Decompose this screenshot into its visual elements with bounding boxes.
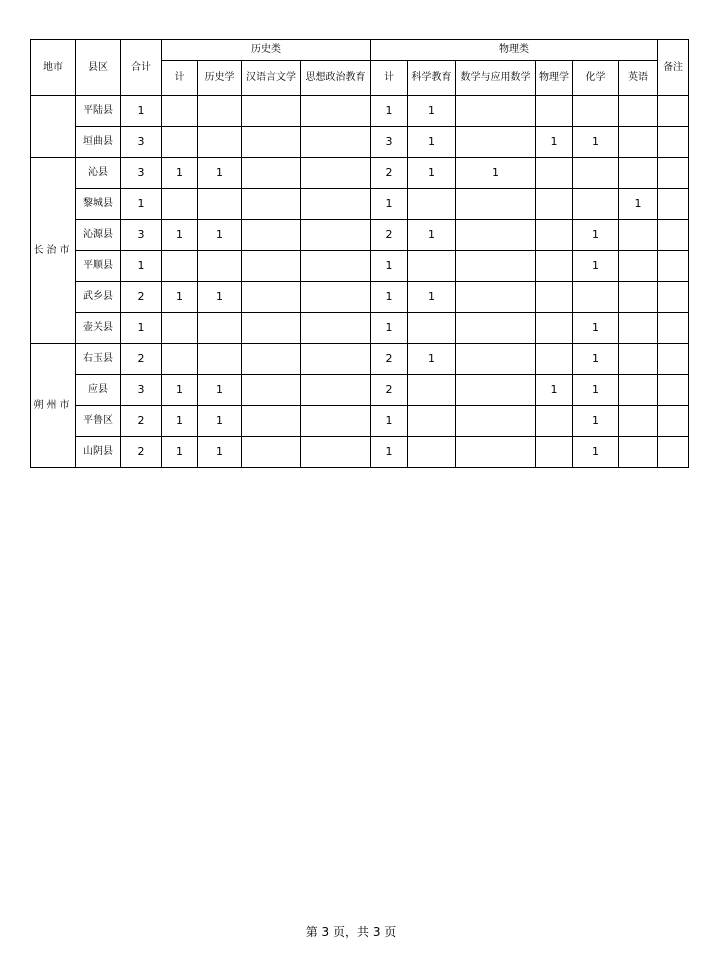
total-cell: 1 (121, 313, 162, 344)
physics-value-cell (536, 313, 573, 344)
physics-value-cell (573, 282, 619, 313)
physics-value-cell (619, 158, 658, 189)
header-row-1 (31, 40, 689, 61)
city-cell (31, 96, 76, 158)
history-value-cell: 1 (198, 406, 242, 437)
history-value-cell (301, 437, 371, 468)
physics-value-cell (573, 96, 619, 127)
table-row (31, 96, 689, 127)
remarks-cell (658, 313, 689, 344)
physics-value-cell: 1 (408, 220, 456, 251)
history-value-cell (162, 313, 198, 344)
physics-value-cell: 3 (371, 127, 408, 158)
remarks-cell (658, 189, 689, 220)
remarks-cell (658, 375, 689, 406)
history-value-cell (242, 282, 301, 313)
physics-value-cell: 1 (408, 96, 456, 127)
physics-value-cell: 1 (619, 189, 658, 220)
history-value-cell (162, 96, 198, 127)
physics-value-cell: 1 (408, 127, 456, 158)
header-politics-major: 思想政治教育 (301, 61, 371, 96)
history-value-cell (242, 251, 301, 282)
history-value-cell: 1 (198, 375, 242, 406)
physics-value-cell (408, 251, 456, 282)
header-english-major: 英语 (619, 61, 658, 96)
history-value-cell: 1 (162, 282, 198, 313)
physics-value-cell (536, 251, 573, 282)
header-chemistry-major: 化学 (573, 61, 619, 96)
remarks-cell (658, 96, 689, 127)
physics-value-cell: 1 (573, 313, 619, 344)
history-value-cell (301, 282, 371, 313)
history-value-cell (301, 127, 371, 158)
total-cell: 1 (121, 96, 162, 127)
physics-value-cell (456, 375, 536, 406)
physics-value-cell: 2 (371, 158, 408, 189)
physics-value-cell (536, 189, 573, 220)
history-value-cell (301, 158, 371, 189)
physics-value-cell: 1 (371, 437, 408, 468)
remarks-cell (658, 437, 689, 468)
physics-value-cell (408, 437, 456, 468)
physics-value-cell (456, 220, 536, 251)
history-value-cell (242, 344, 301, 375)
total-cell: 3 (121, 375, 162, 406)
physics-value-cell (536, 282, 573, 313)
history-value-cell (242, 158, 301, 189)
history-value-cell: 1 (162, 220, 198, 251)
total-cell: 2 (121, 282, 162, 313)
quota-table (30, 39, 689, 468)
history-value-cell (301, 251, 371, 282)
physics-value-cell: 1 (456, 158, 536, 189)
physics-value-cell (619, 344, 658, 375)
physics-value-cell (619, 220, 658, 251)
county-cell: 黎城县 (76, 189, 121, 220)
history-value-cell: 1 (162, 406, 198, 437)
table-row (31, 344, 689, 375)
physics-value-cell (536, 406, 573, 437)
remarks-cell (658, 127, 689, 158)
history-value-cell (162, 344, 198, 375)
header-chinese-major: 汉语言文学 (242, 61, 301, 96)
history-value-cell (301, 313, 371, 344)
header-physics-group: 物理类 (371, 40, 658, 61)
remarks-cell (658, 220, 689, 251)
history-value-cell: 1 (198, 220, 242, 251)
physics-value-cell (573, 189, 619, 220)
quota-table-container (30, 39, 688, 468)
physics-value-cell (619, 96, 658, 127)
county-cell: 应县 (76, 375, 121, 406)
history-value-cell: 1 (162, 437, 198, 468)
header-remarks: 备注 (658, 40, 689, 96)
history-value-cell (242, 127, 301, 158)
table-row (31, 158, 689, 189)
physics-value-cell: 1 (408, 344, 456, 375)
history-value-cell (162, 127, 198, 158)
table-row (31, 189, 689, 220)
total-cell: 1 (121, 189, 162, 220)
physics-value-cell: 2 (371, 220, 408, 251)
table-row (31, 127, 689, 158)
history-value-cell (301, 375, 371, 406)
history-value-cell: 1 (162, 158, 198, 189)
physics-value-cell (619, 313, 658, 344)
physics-value-cell (456, 437, 536, 468)
county-cell: 右玉县 (76, 344, 121, 375)
physics-value-cell: 1 (573, 251, 619, 282)
physics-value-cell (536, 344, 573, 375)
county-cell: 平顺县 (76, 251, 121, 282)
header-science-major: 科学教育 (408, 61, 456, 96)
city-cell: 长治市 (31, 158, 76, 344)
history-value-cell: 1 (198, 158, 242, 189)
table-row (31, 406, 689, 437)
physics-value-cell (456, 251, 536, 282)
physics-value-cell: 1 (573, 220, 619, 251)
total-cell: 3 (121, 127, 162, 158)
history-value-cell (242, 437, 301, 468)
history-value-cell (198, 313, 242, 344)
header-county: 县区 (76, 40, 121, 96)
physics-value-cell: 1 (536, 375, 573, 406)
physics-value-cell: 1 (573, 437, 619, 468)
header-city: 地市 (31, 40, 76, 96)
history-value-cell (301, 220, 371, 251)
total-cell: 3 (121, 220, 162, 251)
history-value-cell (162, 251, 198, 282)
physics-value-cell (619, 437, 658, 468)
remarks-cell (658, 344, 689, 375)
history-value-cell: 1 (198, 282, 242, 313)
table-row (31, 437, 689, 468)
history-value-cell (242, 375, 301, 406)
county-cell: 沁县 (76, 158, 121, 189)
physics-value-cell (536, 96, 573, 127)
physics-value-cell (619, 375, 658, 406)
physics-value-cell (619, 282, 658, 313)
physics-value-cell (456, 344, 536, 375)
county-cell: 武乡县 (76, 282, 121, 313)
physics-value-cell: 2 (371, 344, 408, 375)
table-row (31, 251, 689, 282)
physics-value-cell (573, 158, 619, 189)
total-cell: 2 (121, 437, 162, 468)
history-value-cell (242, 189, 301, 220)
physics-value-cell: 1 (371, 96, 408, 127)
remarks-cell (658, 158, 689, 189)
physics-value-cell (408, 313, 456, 344)
physics-value-cell: 1 (371, 282, 408, 313)
table-row (31, 313, 689, 344)
table-row (31, 282, 689, 313)
history-value-cell: 1 (162, 375, 198, 406)
history-value-cell (301, 96, 371, 127)
history-value-cell (198, 251, 242, 282)
header-history-major: 历史学 (198, 61, 242, 96)
remarks-cell (658, 251, 689, 282)
physics-value-cell (456, 96, 536, 127)
history-value-cell (242, 406, 301, 437)
history-value-cell: 1 (198, 437, 242, 468)
physics-value-cell (408, 375, 456, 406)
total-cell: 3 (121, 158, 162, 189)
county-cell: 平陆县 (76, 96, 121, 127)
table-row (31, 375, 689, 406)
total-cell: 1 (121, 251, 162, 282)
county-cell: 沁源县 (76, 220, 121, 251)
physics-value-cell (536, 158, 573, 189)
physics-value-cell: 1 (536, 127, 573, 158)
total-cell: 2 (121, 344, 162, 375)
city-cell: 朔州市 (31, 344, 76, 468)
history-value-cell (242, 220, 301, 251)
history-value-cell (162, 189, 198, 220)
county-cell: 山阴县 (76, 437, 121, 468)
header-math-major: 数学与应用数学 (456, 61, 536, 96)
physics-value-cell: 1 (573, 344, 619, 375)
header-total: 合计 (121, 40, 162, 96)
physics-value-cell (456, 406, 536, 437)
history-value-cell (301, 406, 371, 437)
table-row (31, 220, 689, 251)
header-history-group: 历史类 (162, 40, 371, 61)
physics-value-cell (456, 282, 536, 313)
physics-value-cell (408, 406, 456, 437)
physics-value-cell: 1 (573, 406, 619, 437)
physics-value-cell (456, 313, 536, 344)
physics-value-cell: 1 (408, 282, 456, 313)
total-cell: 2 (121, 406, 162, 437)
physics-value-cell (619, 251, 658, 282)
physics-value-cell (619, 127, 658, 158)
county-cell: 垣曲县 (76, 127, 121, 158)
remarks-cell (658, 282, 689, 313)
page-footer: 第 3 页，共 3 页 (305, 925, 397, 939)
header-physics-major: 物理学 (536, 61, 573, 96)
header-history-subtotal: 计 (162, 61, 198, 96)
history-value-cell (198, 96, 242, 127)
history-value-cell (198, 127, 242, 158)
history-value-cell (198, 344, 242, 375)
header-physics-subtotal: 计 (371, 61, 408, 96)
physics-value-cell (456, 127, 536, 158)
physics-value-cell: 1 (371, 189, 408, 220)
history-value-cell (198, 189, 242, 220)
history-value-cell (242, 96, 301, 127)
county-cell: 平鲁区 (76, 406, 121, 437)
physics-value-cell (536, 437, 573, 468)
physics-value-cell (408, 189, 456, 220)
physics-value-cell: 1 (408, 158, 456, 189)
history-value-cell (242, 313, 301, 344)
physics-value-cell: 1 (573, 127, 619, 158)
physics-value-cell: 1 (371, 406, 408, 437)
county-cell: 壶关县 (76, 313, 121, 344)
physics-value-cell (619, 406, 658, 437)
history-value-cell (301, 189, 371, 220)
physics-value-cell (456, 189, 536, 220)
physics-value-cell (536, 220, 573, 251)
physics-value-cell: 1 (573, 375, 619, 406)
history-value-cell (301, 344, 371, 375)
physics-value-cell: 1 (371, 313, 408, 344)
physics-value-cell: 2 (371, 375, 408, 406)
remarks-cell (658, 406, 689, 437)
physics-value-cell: 1 (371, 251, 408, 282)
